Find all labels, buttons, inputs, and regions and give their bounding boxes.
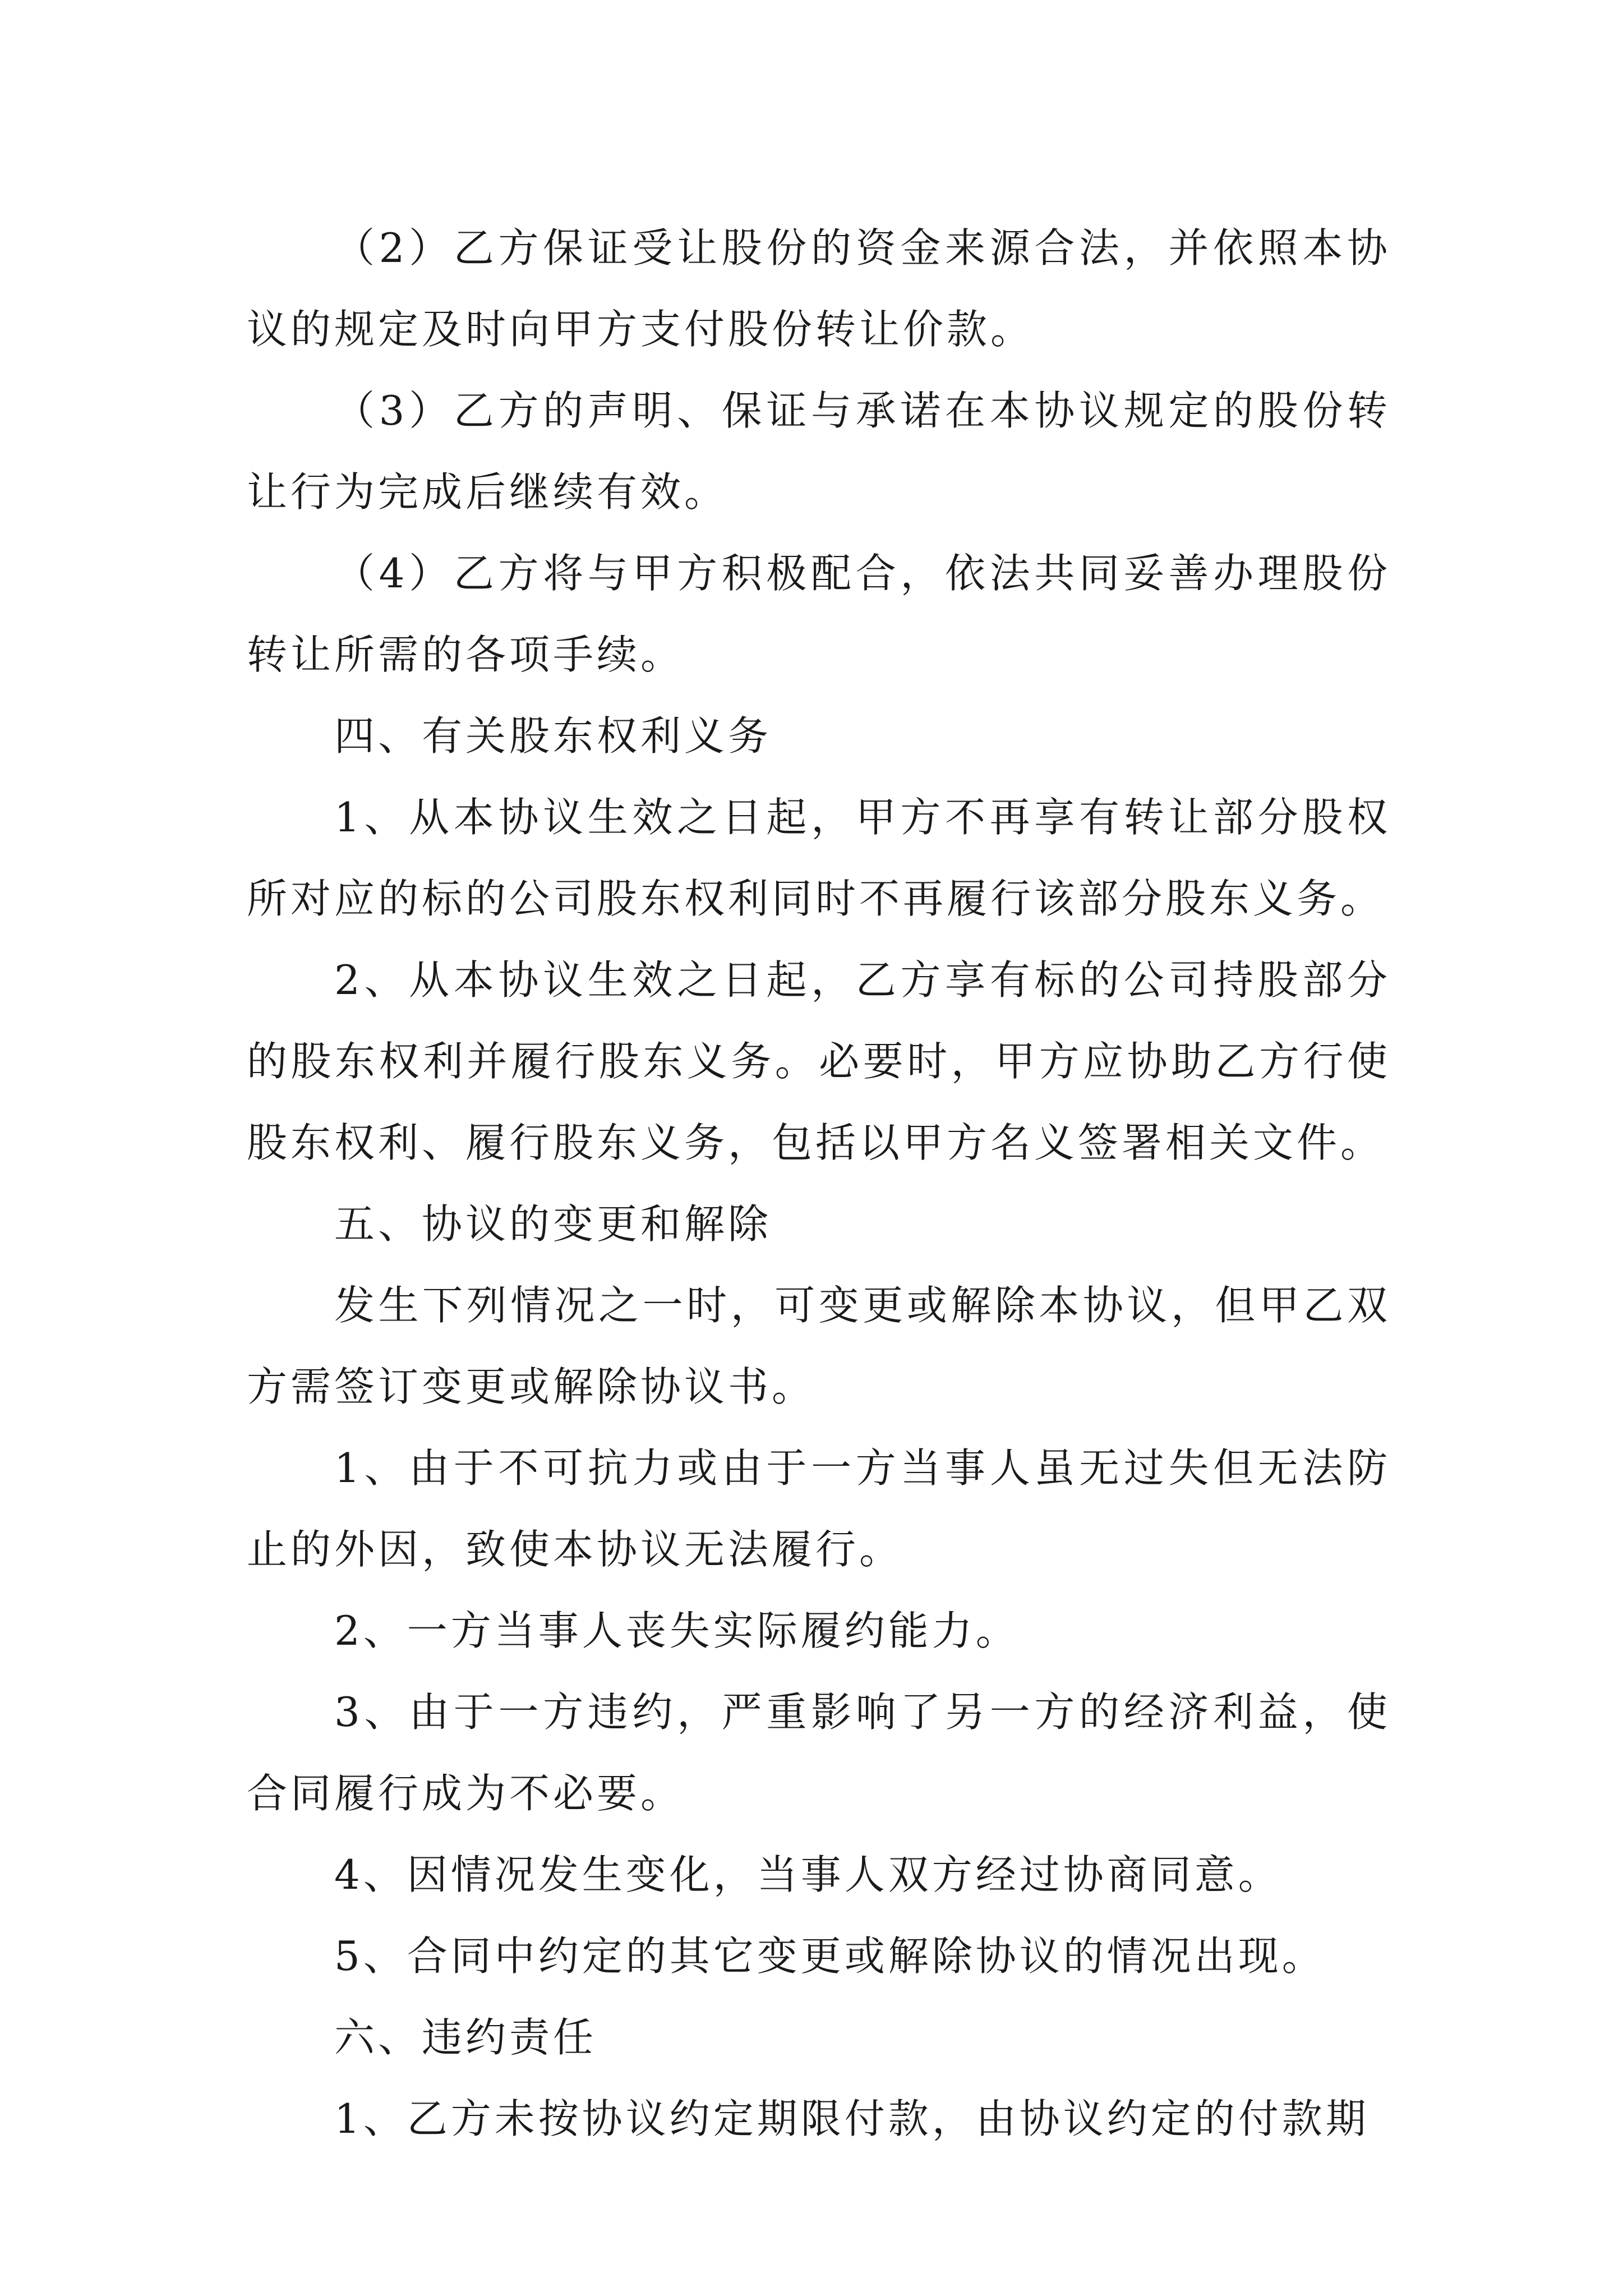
paragraph-buyer-rights-begin: 2、从本协议生效之日起，乙方享有标的公司持股部分的股东权利并履行股东义务。必要时，甲方应协助乙方行使股东权利、履行股东义务，包括以甲方名义签署相关文件。	[247, 956, 1391, 1166]
section-heading-breach-liability: 六、违约责任	[334, 2014, 597, 2061]
paragraph-seller-rights-end: 1、从本协议生效之日起，甲方不再享有转让部分股权所对应的标的公司股东权利同时不再履行该部分股东义务。	[247, 794, 1391, 922]
paragraph-buyer-statements-valid: （3）乙方的声明、保证与承诺在本协议规定的股份转让行为完成后继续有效。	[247, 387, 1391, 516]
section-heading-shareholder-rights: 四、有关股东权利义务	[334, 712, 772, 760]
paragraph-loss-of-capacity: 2、一方当事人丧失实际履约能力。	[334, 1607, 1020, 1654]
paragraph-late-payment: 1、乙方未按协议约定期限付款，由协议约定的付款期	[334, 2095, 1370, 2142]
paragraph-mutual-agreement: 4、因情况发生变化，当事人双方经过协商同意。	[334, 1851, 1282, 1898]
paragraph-buyer-funds-guarantee: （2）乙方保证受让股份的资金来源合法，并依照本协议的规定及时向甲方支付股份转让价款。	[247, 224, 1391, 353]
paragraph-serious-breach: 3、由于一方违约，严重影响了另一方的经济利益，使合同履行成为不必要。	[247, 1688, 1391, 1817]
paragraph-amendment-conditions: 发生下列情况之一时，可变更或解除本协议，但甲乙双方需签订变更或解除协议书。	[247, 1282, 1391, 1410]
paragraph-buyer-cooperation: （4）乙方将与甲方积极配合，依法共同妥善办理股份转让所需的各项手续。	[247, 550, 1391, 678]
paragraph-other-conditions: 5、合同中约定的其它变更或解除协议的情况出现。	[334, 1932, 1326, 1980]
section-heading-amendment-termination: 五、协议的变更和解除	[334, 1200, 772, 1248]
paragraph-force-majeure: 1、由于不可抗力或由于一方当事人虽无过失但无法防止的外因，致使本协议无法履行。	[247, 1444, 1391, 1573]
document-body	[247, 208, 1391, 2160]
